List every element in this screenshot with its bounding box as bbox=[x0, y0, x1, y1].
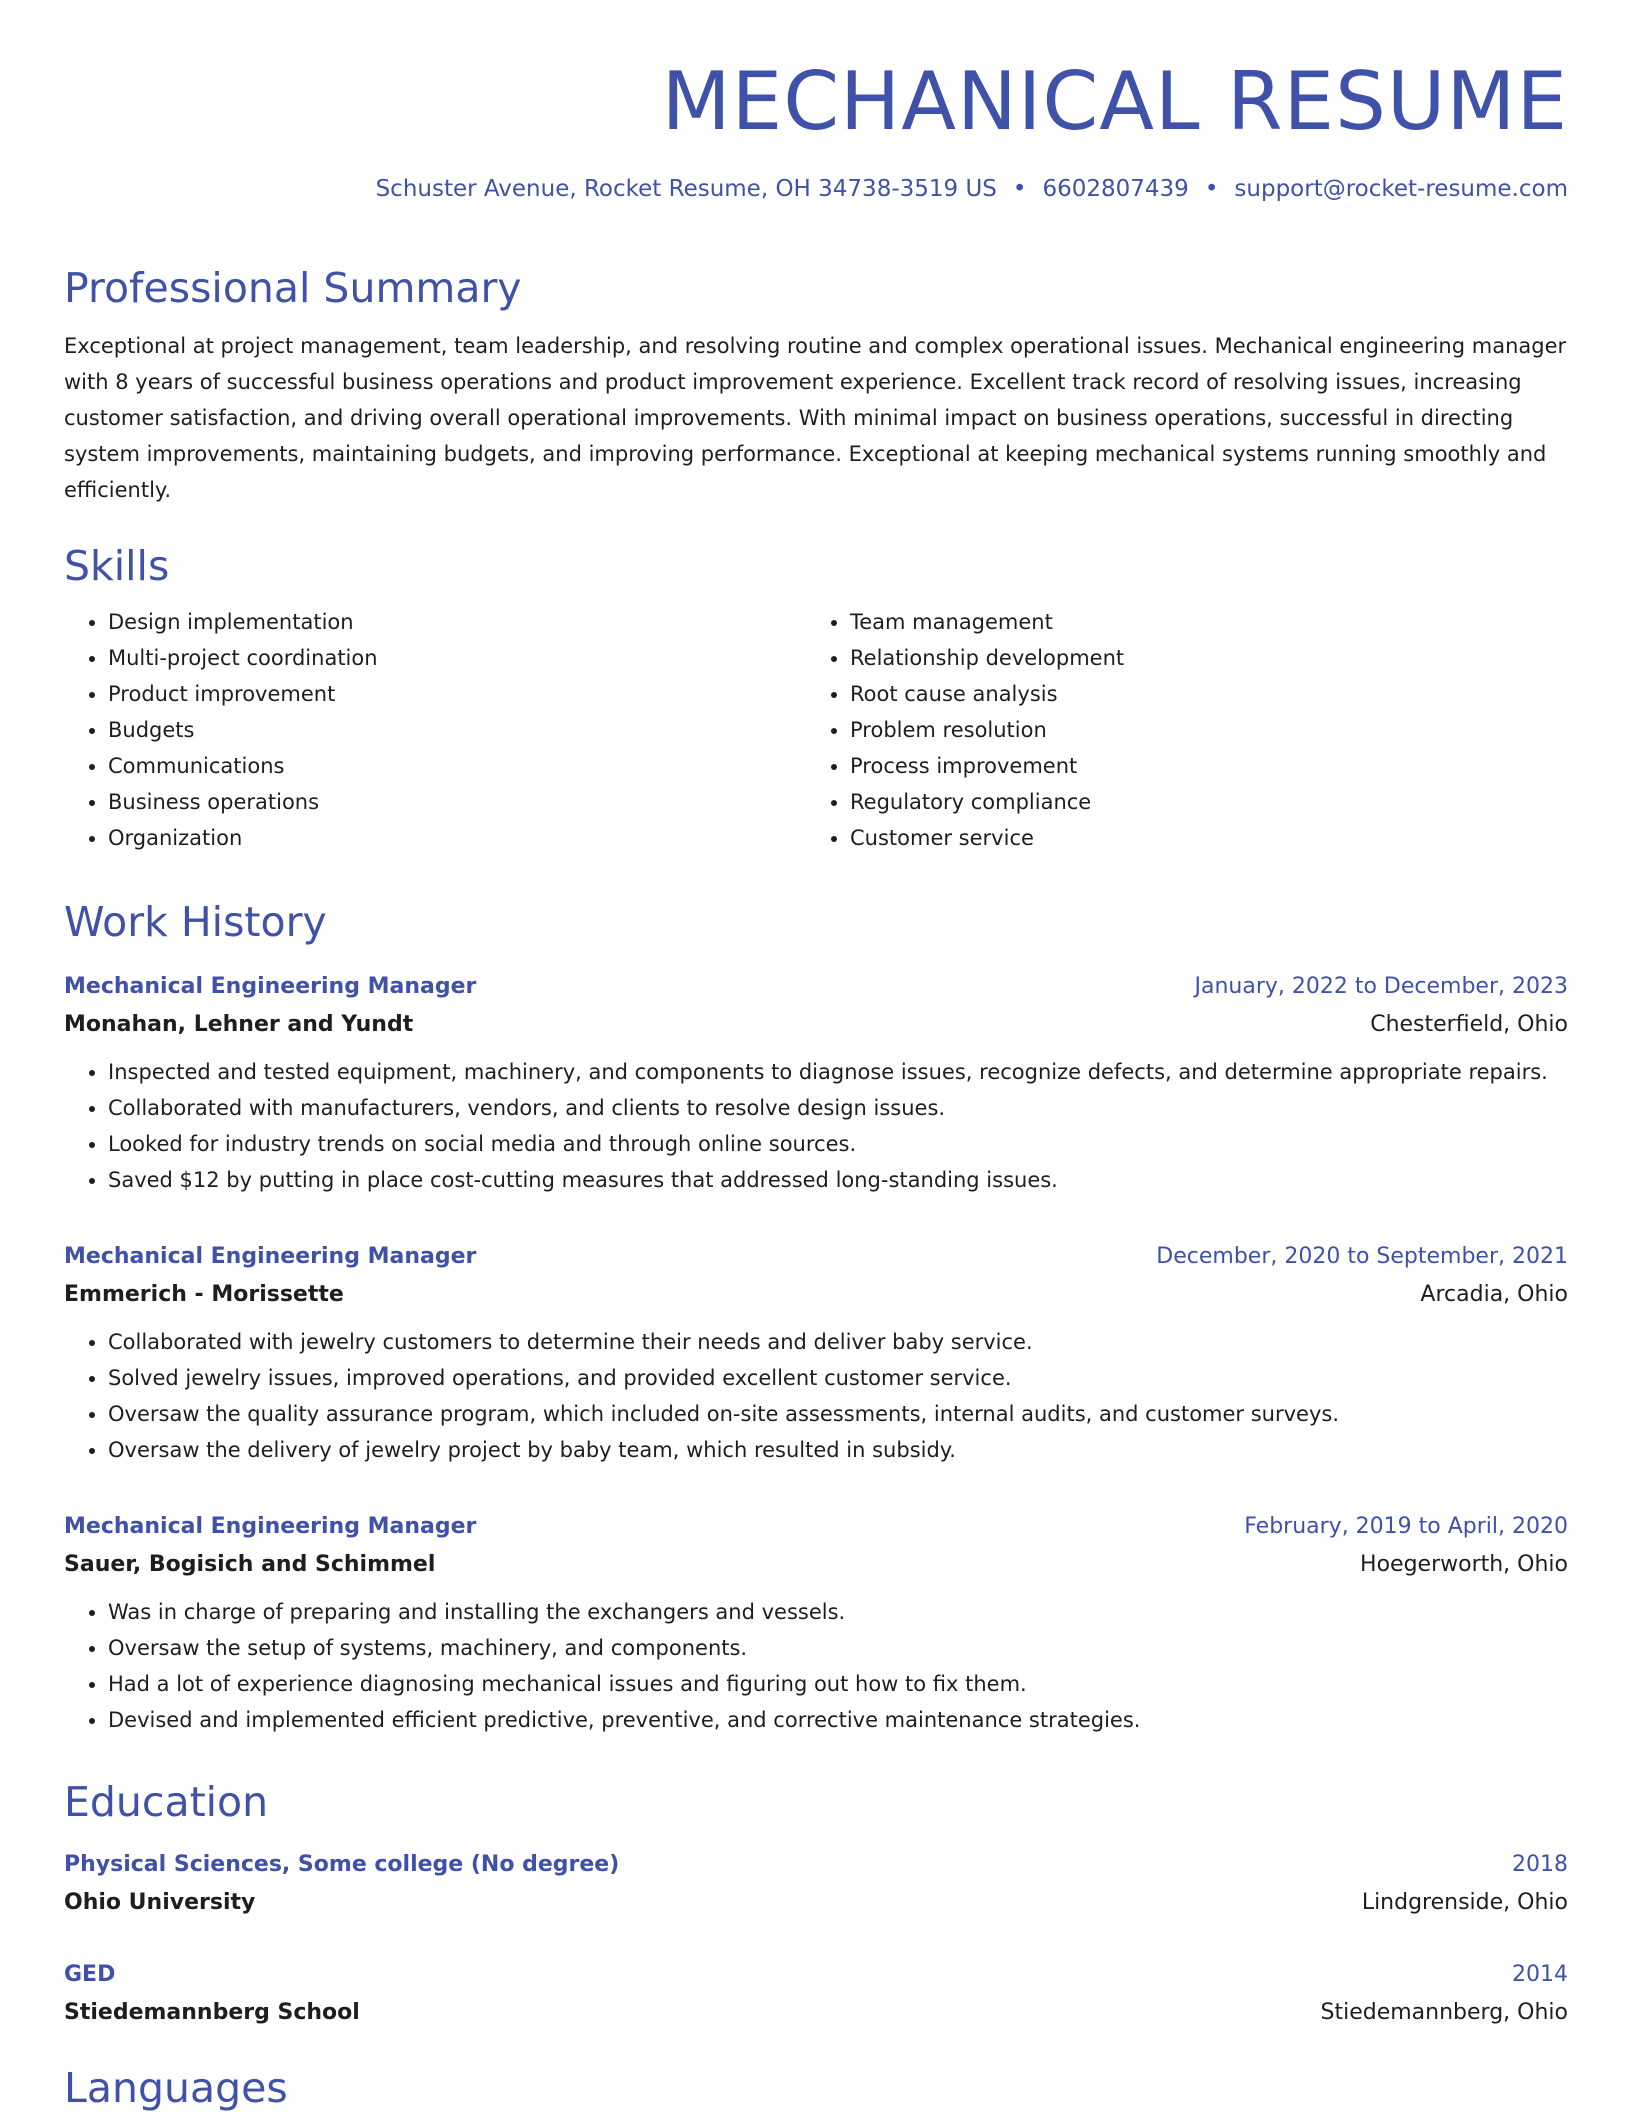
job-bullet: • Had a lot of experience diagnosing mechanical issues and figuring out how to fix them. bbox=[108, 1666, 1568, 1702]
skill-item: • Product improvement bbox=[108, 676, 806, 712]
job-company: Sauer, Bogisich and Schimmel bbox=[64, 1552, 436, 1577]
education-school-row bbox=[64, 1884, 1568, 1922]
skill-item: • Root cause analysis bbox=[850, 676, 1548, 712]
resume-page bbox=[64, 0, 1568, 2112]
job-bullets bbox=[64, 1054, 1568, 1198]
skills-section bbox=[64, 540, 1568, 856]
education-school: Ohio University bbox=[64, 1890, 256, 1915]
contact-line bbox=[64, 174, 1568, 204]
skill-item: • Multi-project coordination bbox=[108, 640, 806, 676]
summary-section bbox=[64, 262, 1568, 508]
languages-heading: Languages bbox=[64, 2064, 288, 2112]
job-dates: January, 2022 to December, 2023 bbox=[1194, 974, 1568, 999]
resume-title: MECHANICAL RESUME bbox=[661, 55, 1568, 148]
contact-separator: • bbox=[1012, 176, 1027, 202]
job-title: Mechanical Engineering Manager bbox=[64, 1514, 477, 1539]
contact-email[interactable]: support@rocket-resume.com bbox=[1234, 176, 1568, 202]
education-year: 2014 bbox=[1512, 1962, 1568, 1987]
skill-item: • Customer service bbox=[850, 820, 1548, 856]
contact-address: Schuster Avenue, Rocket Resume, OH 34738-3519 US bbox=[375, 176, 997, 202]
job-dates: February, 2019 to April, 2020 bbox=[1244, 1514, 1568, 1539]
job-bullet: • Collaborated with manufacturers, vendors, and clients to resolve design issues. bbox=[108, 1090, 1568, 1126]
job-bullet: • Saved $12 by putting in place cost-cutting measures that addressed long-standing issues. bbox=[108, 1162, 1568, 1198]
work-history-section bbox=[64, 896, 1568, 948]
skill-item: • Business operations bbox=[108, 784, 806, 820]
education-entry bbox=[64, 1846, 1568, 1922]
education-degree: Physical Sciences, Some college (No degree) bbox=[64, 1852, 620, 1877]
summary-text: Exceptional at project management, team leadership, and resolving routine and complex operational issues. Mechanical engineering manager with 8 years of successful business operations and product improvement experience. Excellent track record of resolving issues, increasing customer satisfaction, and driving overall operational improvements. With minimal impact on business operations, successful in directing system improvements, maintaining budgets, and improving performance. Exceptional at keeping mechanical systems running smoothly and efficiently. bbox=[64, 334, 1567, 502]
job-bullets bbox=[64, 1324, 1568, 1468]
job-location: Hoegerworth, Ohio bbox=[1360, 1552, 1568, 1577]
job-dates: December, 2020 to September, 2021 bbox=[1156, 1244, 1568, 1269]
skill-item: • Problem resolution bbox=[850, 712, 1548, 748]
job-bullet: • Collaborated with jewelry customers to determine their needs and deliver baby service. bbox=[108, 1324, 1568, 1360]
job-bullet: • Was in charge of preparing and installing the exchangers and vessels. bbox=[108, 1594, 1568, 1630]
summary-heading: Professional Summary bbox=[64, 264, 522, 312]
education-location: Stiedemannberg, Ohio bbox=[1320, 2000, 1568, 2025]
education-entry bbox=[64, 1956, 1568, 2032]
education-year: 2018 bbox=[1512, 1852, 1568, 1877]
job-header-row bbox=[64, 968, 1568, 1006]
job-company-row bbox=[64, 1006, 1568, 1044]
job-bullet: • Devised and implemented efficient predictive, preventive, and corrective maintenance strategies. bbox=[108, 1702, 1568, 1738]
job-entry bbox=[64, 1508, 1568, 1738]
contact-phone: 6602807439 bbox=[1042, 176, 1189, 202]
job-company-row bbox=[64, 1276, 1568, 1314]
skill-item: • Organization bbox=[108, 820, 806, 856]
job-bullet: • Oversaw the delivery of jewelry project by baby team, which resulted in subsidy. bbox=[108, 1432, 1568, 1468]
job-header-row bbox=[64, 1238, 1568, 1276]
skill-item: • Communications bbox=[108, 748, 806, 784]
education-school-row bbox=[64, 1994, 1568, 2032]
job-company: Emmerich - Morissette bbox=[64, 1282, 344, 1307]
job-bullet: • Looked for industry trends on social media and through online sources. bbox=[108, 1126, 1568, 1162]
skill-item: • Team management bbox=[850, 604, 1548, 640]
skill-item: • Process improvement bbox=[850, 748, 1548, 784]
skills-column-right bbox=[806, 604, 1548, 856]
education-header-row bbox=[64, 1846, 1568, 1884]
skill-item: • Design implementation bbox=[108, 604, 806, 640]
skill-item: • Regulatory compliance bbox=[850, 784, 1548, 820]
skills-grid bbox=[64, 604, 1568, 856]
skills-heading: Skills bbox=[64, 542, 170, 590]
job-title: Mechanical Engineering Manager bbox=[64, 1244, 477, 1269]
job-bullet: • Solved jewelry issues, improved operations, and provided excellent customer service. bbox=[108, 1360, 1568, 1396]
languages-section bbox=[64, 2062, 1568, 2114]
job-location: Chesterfield, Ohio bbox=[1370, 1012, 1568, 1037]
education-section bbox=[64, 1776, 1568, 1828]
education-heading: Education bbox=[64, 1778, 269, 1826]
job-bullet: • Inspected and tested equipment, machinery, and components to diagnose issues, recognize defects, and determine appropriate repairs. bbox=[108, 1054, 1568, 1090]
work-history-heading: Work History bbox=[64, 898, 327, 946]
job-bullets bbox=[64, 1594, 1568, 1738]
job-bullet: • Oversaw the setup of systems, machinery, and components. bbox=[108, 1630, 1568, 1666]
education-location: Lindgrenside, Ohio bbox=[1361, 1890, 1568, 1915]
skills-column-left bbox=[64, 604, 806, 856]
education-degree: GED bbox=[64, 1962, 116, 1987]
job-bullet: • Oversaw the quality assurance program, which included on-site assessments, internal audits, and customer surveys. bbox=[108, 1396, 1568, 1432]
job-company-row bbox=[64, 1546, 1568, 1584]
skill-item: • Budgets bbox=[108, 712, 806, 748]
education-school: Stiedemannberg School bbox=[64, 2000, 360, 2025]
job-entry bbox=[64, 968, 1568, 1198]
education-header-row bbox=[64, 1956, 1568, 1994]
skill-item: • Relationship development bbox=[850, 640, 1548, 676]
job-header-row bbox=[64, 1508, 1568, 1546]
job-entry bbox=[64, 1238, 1568, 1468]
job-company: Monahan, Lehner and Yundt bbox=[64, 1012, 414, 1037]
job-title: Mechanical Engineering Manager bbox=[64, 974, 477, 999]
job-location: Arcadia, Ohio bbox=[1420, 1282, 1568, 1307]
contact-separator: • bbox=[1204, 176, 1219, 202]
